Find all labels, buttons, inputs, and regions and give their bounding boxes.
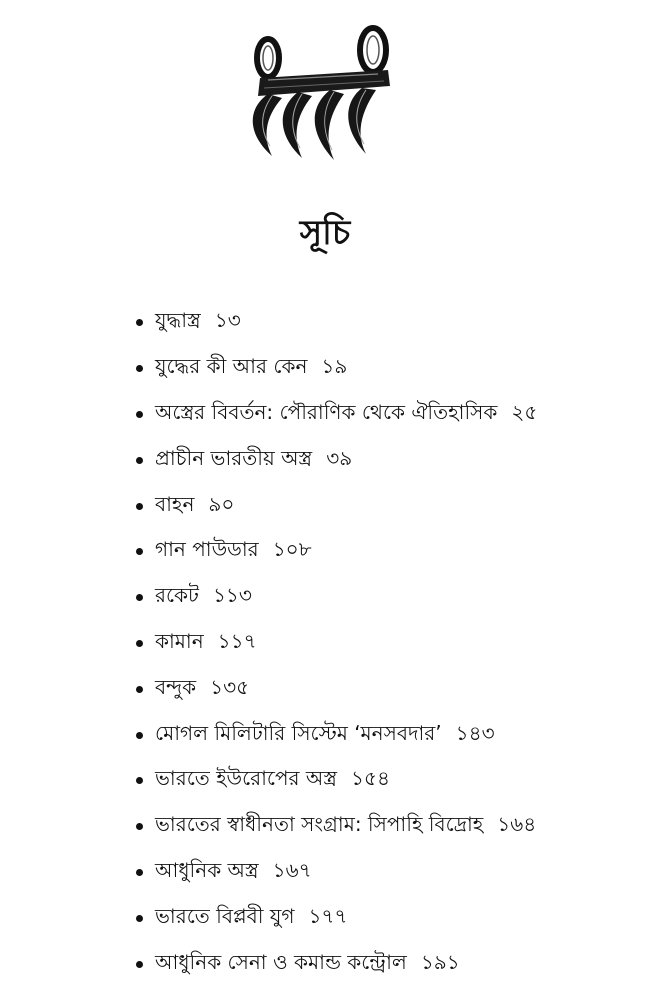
toc-item: [136, 437, 636, 483]
toc-item-page-number: ১৯১: [420, 949, 460, 974]
toc-item-title: ভারতে বিপ্লবী যুগ: [155, 903, 295, 928]
toc-item-page-number: ১১৩: [212, 583, 252, 608]
bullet-icon: [136, 503, 143, 510]
toc-item: [136, 529, 636, 575]
bullet-icon: [136, 686, 143, 693]
toc-item-title: কামান: [155, 628, 204, 653]
toc-item: [136, 575, 636, 621]
toc-item-page-number: ১১৭: [217, 628, 257, 653]
toc-item: [136, 712, 636, 758]
toc-item-page-number: ২৫: [511, 399, 538, 424]
toc-item: [136, 300, 636, 346]
toc-item-title: ভারতের স্বাধীনতা সংগ্রাম: সিপাহি বিদ্রোহ: [155, 812, 484, 837]
toc-item: [136, 804, 636, 850]
toc-item: [136, 850, 636, 896]
toc-item-page-number: ১৯: [321, 354, 348, 379]
bullet-icon: [136, 319, 143, 326]
bullet-icon: [136, 961, 143, 968]
toc-item-page-number: ১০৮: [272, 537, 312, 562]
bullet-icon: [136, 365, 143, 372]
toc-item-title: যুদ্ধের কী আর কেন: [155, 354, 308, 379]
toc-item: [136, 392, 636, 438]
bullet-icon: [136, 640, 143, 647]
toc-item-title: আধুনিক সেনা ও কমান্ড কন্ট্রোল: [155, 949, 407, 974]
toc-item: [136, 346, 636, 392]
toc-item-page-number: ১৪৩: [455, 720, 495, 745]
bullet-icon: [136, 915, 143, 922]
toc-item-title: মোগল মিলিটারি সিস্টেম ‘মনসবদার’: [155, 720, 442, 745]
toc-item-title: বাহন: [155, 491, 195, 516]
toc-item-page-number: ১৬৭: [272, 857, 312, 882]
toc-item-page-number: ১৬৪: [497, 812, 537, 837]
toc-item-title: আধুনিক অস্ত্র: [155, 857, 259, 882]
toc-item-page-number: ১৩৫: [210, 674, 250, 699]
bullet-icon: [136, 732, 143, 739]
toc-item-page-number: ১৭৭: [308, 903, 348, 928]
toc-item-title: গান পাউডার: [155, 537, 259, 562]
toc-item: [136, 483, 636, 529]
toc-item-page-number: ১৫৪: [350, 766, 390, 791]
toc-item: [136, 666, 636, 712]
bullet-icon: [136, 869, 143, 876]
toc-item: [136, 941, 636, 987]
bullet-icon: [136, 548, 143, 555]
bullet-icon: [136, 457, 143, 464]
bagh-nakh-claw-weapon-icon: [238, 18, 398, 168]
toc-item-title: বন্দুক: [155, 674, 197, 699]
toc-item: [136, 758, 636, 804]
toc-item-title: অস্ত্রের বিবর্তন: পৌরাণিক থেকে ঐতিহাসিক: [155, 399, 498, 424]
bullet-icon: [136, 777, 143, 784]
toc-item-title: প্রাচীন ভারতীয় অস্ত্র: [155, 445, 313, 470]
toc-item-title: যুদ্ধাস্ত্র: [155, 308, 201, 333]
toc-item: [136, 621, 636, 667]
toc-item-page-number: ১৩: [214, 308, 241, 333]
toc-item-title: রকেট: [155, 583, 199, 608]
bullet-icon: [136, 411, 143, 418]
bullet-icon: [136, 823, 143, 830]
toc-item-page-number: ৩৯: [326, 445, 353, 470]
table-of-contents: [136, 300, 636, 987]
toc-item: [136, 895, 636, 941]
bullet-icon: [136, 594, 143, 601]
toc-item-page-number: ৯০: [208, 491, 235, 516]
toc-item-title: ভারতে ইউরোপের অস্ত্র: [155, 766, 337, 791]
page-title: সূচি: [299, 213, 351, 253]
